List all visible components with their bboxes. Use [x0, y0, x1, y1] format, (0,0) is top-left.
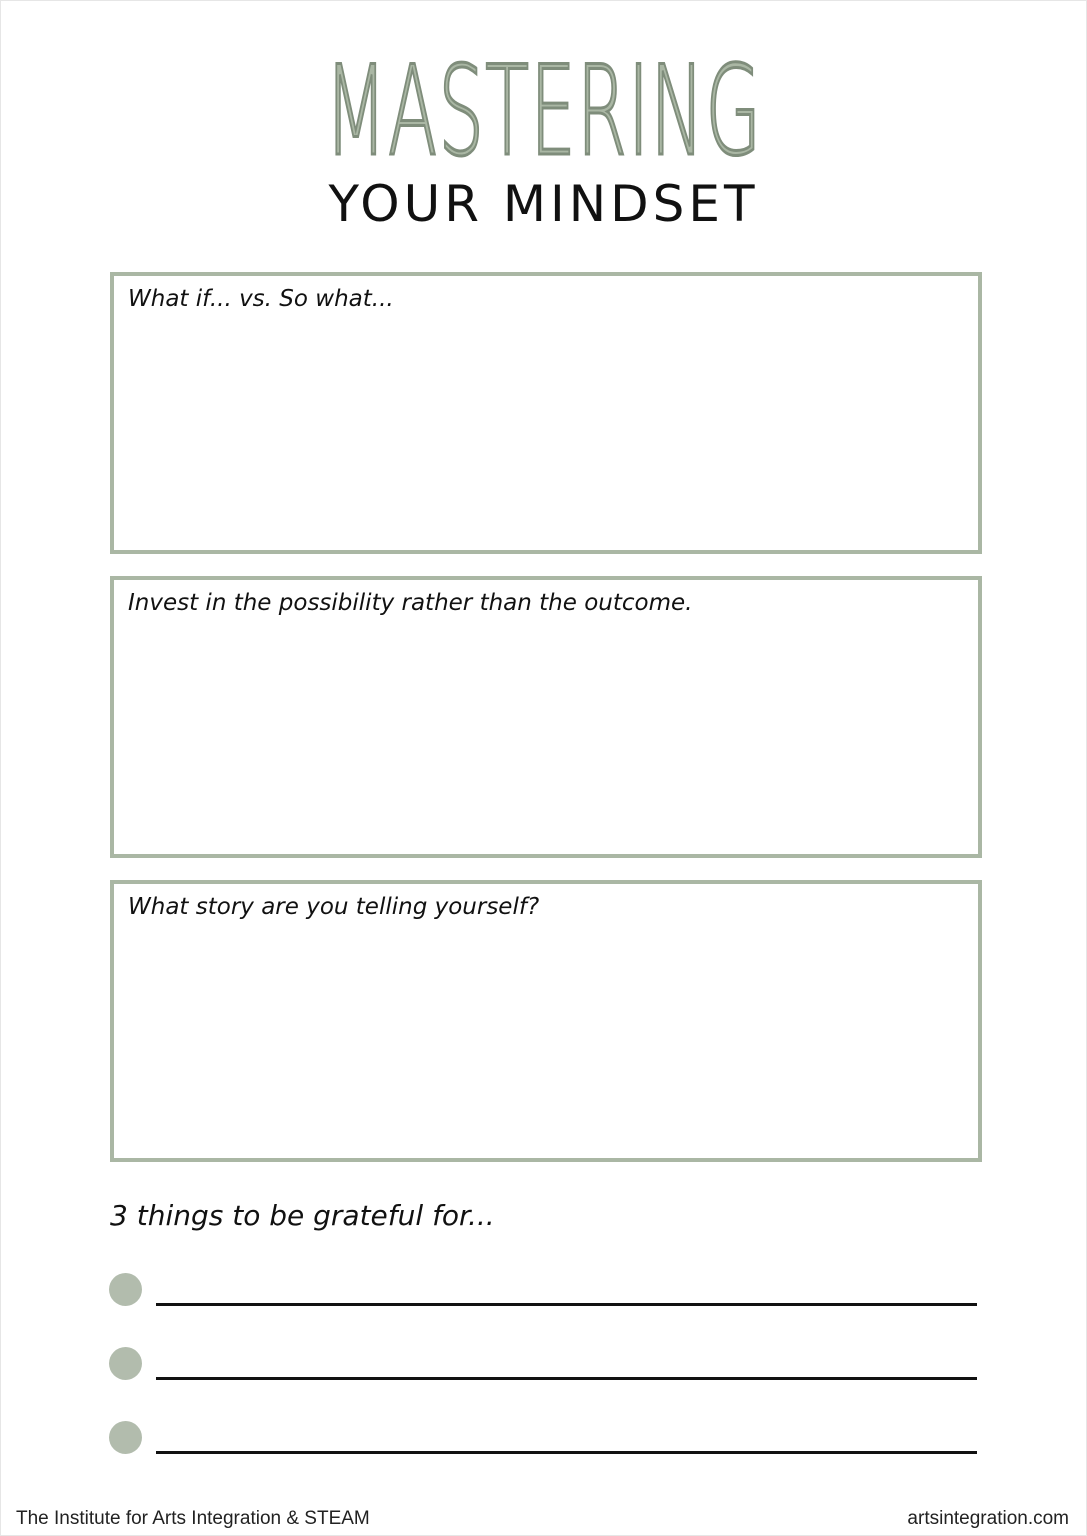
bullet-circle-icon	[109, 1421, 142, 1454]
gratitude-item[interactable]	[109, 1421, 979, 1455]
gratitude-item[interactable]	[109, 1273, 979, 1307]
bullet-circle-icon	[109, 1273, 142, 1306]
prompt-label: What if... vs. So what...	[128, 286, 394, 312]
gratitude-heading: 3 things to be grateful for...	[110, 1199, 495, 1232]
footer-website[interactable]: artsintegration.com	[907, 1508, 1069, 1529]
page-title: MASTERING	[324, 40, 763, 184]
prompt-box-story[interactable]	[110, 880, 982, 1162]
page-subtitle: YOUR MINDSET	[328, 175, 759, 233]
write-line[interactable]	[156, 1303, 977, 1306]
write-line[interactable]	[156, 1451, 977, 1454]
bullet-circle-icon	[109, 1347, 142, 1380]
prompt-label: What story are you telling yourself?	[128, 894, 540, 920]
prompt-label: Invest in the possibility rather than the outcome.	[128, 590, 693, 616]
prompt-box-what-if[interactable]	[110, 272, 982, 554]
gratitude-item[interactable]	[109, 1347, 979, 1381]
footer-organization: The Institute for Arts Integration & STEAM	[16, 1508, 370, 1529]
prompt-box-invest[interactable]	[110, 576, 982, 858]
write-line[interactable]	[156, 1377, 977, 1380]
